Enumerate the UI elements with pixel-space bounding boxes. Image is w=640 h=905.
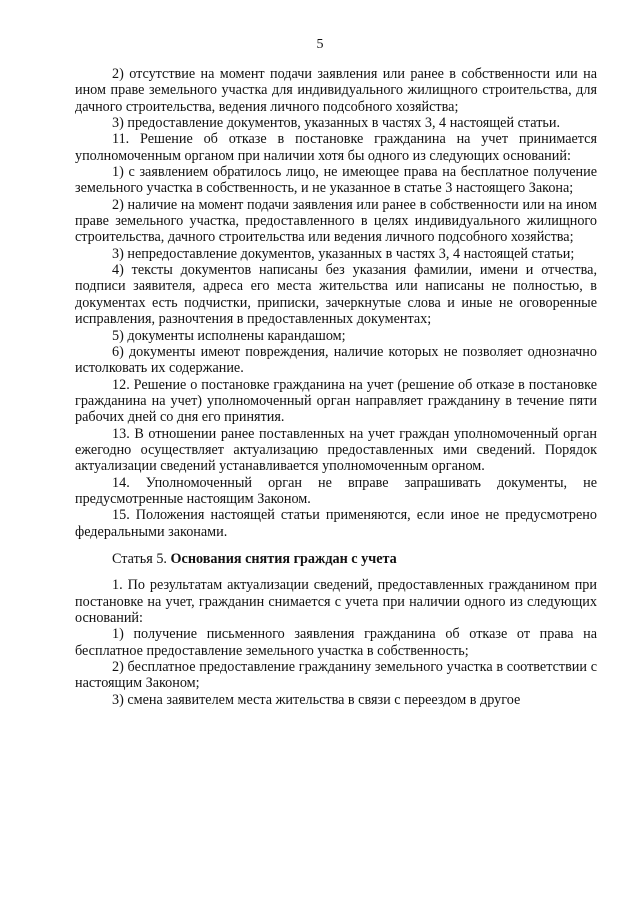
paragraph: 13. В отношении ранее поставленных на учет граждан уполномоченный орган ежегодно осуществляет актуализацию предоставленных ими сведений. Порядок актуализации сведений устанавливается уполномоченным органом. [75, 425, 597, 475]
paragraph: 5) документы исполнены карандашом; [112, 327, 346, 344]
paragraph: 1. По результатам актуализации сведений, предоставленных гражданином при постановке на учет, гражданин снимается с учета при наличии одного из следующих оснований: [75, 577, 597, 626]
paragraph: 6) документы имеют повреждения, наличие которых не позволяет однозначно истолковать их содержание. [75, 343, 597, 377]
paragraph: 4) тексты документов написаны без указания фамилии, имени и отчества, подписи заявителя, адреса его места жительства или написаны не полностью, в документах есть подчистки, приписки, зачеркнутые слова и иные не оговоренные исправления, разночтения в предоставленных документах; [75, 262, 597, 328]
paragraph: 14. Уполномоченный орган не вправе запрашивать документы, не предусмотренные настоящим Законом. [75, 474, 597, 507]
paragraph: 3) предоставление документов, указанных в частях 3, 4 настоящей статьи. [112, 115, 561, 132]
paragraph: 2) отсутствие на момент подачи заявления или ранее в собственности или на ином праве земельного участка для индивидуального жилищного строительства, для дачного строительства, ведения личного подсобного хозяйства; [75, 66, 597, 115]
paragraph: 11. Решение об отказе в постановке гражданина на учет принимается уполномоченным органом при наличии хотя бы одного из следующих оснований: [75, 131, 597, 164]
paragraph: 3) непредоставление документов, указанных в частях 3, 4 настоящей статьи; [112, 245, 575, 262]
article-heading [75, 551, 597, 567]
article-heading-title: Основания снятия граждан с учета [170, 550, 397, 567]
paragraph: 2) наличие на момент подачи заявления или ранее в собственности или на ином праве земельного участка, предоставленного в целях индивидуального жилищного строительства, дачного строительства или ведения личного подсобного хозяйства; [75, 196, 597, 246]
article-heading-prefix: Статья 5. [112, 550, 171, 567]
paragraph: 12. Решение о постановке гражданина на учет (решение об отказе в постановке гражданина на учет) уполномоченный орган направляет гражданину в течение пяти рабочих дней со дня его принятия. [75, 376, 597, 426]
paragraph: 1) с заявлением обратилось лицо, не имеющее права на бесплатное получение земельного участка в собственность, и не указанное в статье 3 настоящего Закона; [75, 164, 597, 197]
paragraph: 1) получение письменного заявления гражданина об отказе от права на бесплатное предоставление земельного участка в собственность; [75, 626, 597, 659]
page-number: 5 [316, 37, 324, 52]
document-body [75, 66, 597, 708]
paragraph: 2) бесплатное предоставление гражданину земельного участка в соответствии с настоящим Законом; [75, 659, 597, 692]
paragraph: 15. Положения настоящей статьи применяются, если иное не предусмотрено федеральными законами. [75, 507, 597, 540]
paragraph: 3) смена заявителем места жительства в связи с переездом в другое [112, 691, 521, 708]
